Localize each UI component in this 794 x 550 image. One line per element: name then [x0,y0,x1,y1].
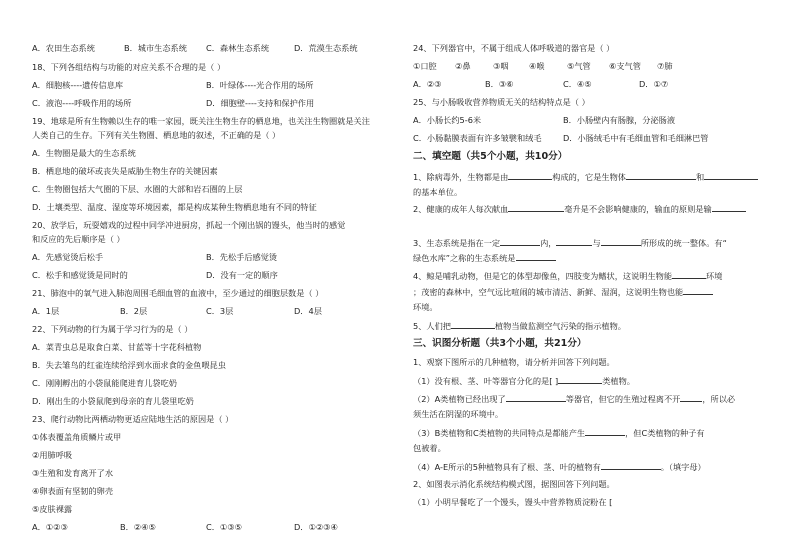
q22-option-c: C．刚刚孵出的小袋鼠能爬进育儿袋吃奶 [32,378,177,388]
q19-option-b: B．栖息地的破坏或丧失是威胁生物生存的关键因素 [32,166,218,176]
blank[interactable] [516,252,556,261]
analysis-q1-stem: 1、观察下图所示的几种植物，请分析并回答下列问题。 [413,357,615,367]
blank[interactable] [672,270,706,279]
q23-item-4: ④卵表面有坚韧的卵壳 [32,486,114,496]
blank[interactable] [585,427,625,436]
fill-q4-line2: ；茂密的森林中，空气远比喧闹的城市清洁、新鲜、湿润，这说明生物也能 [413,286,713,298]
q23-item-2: ②用肺呼吸 [32,450,73,460]
analysis-q1-2-cont: 须生活在阴湿的环境中。 [413,409,504,419]
q24-stem: 24、下列器官中，不属于组成人体呼吸道的器官是（ ） [413,43,615,53]
blank[interactable] [556,237,592,246]
blank[interactable] [508,203,564,212]
q18-stem: 18、下列各组结构与功能的对应关系不合理的是（ ） [32,62,226,72]
analysis-q1-1: （1）没有根、茎、叶等器官分化的是[ ] 类植物。 [413,376,635,386]
section-2-title: 二、填空题（共5个小题，共10分） [413,151,568,162]
blank[interactable] [451,320,495,329]
fill-q5: 5、人们把 植物当做监测空气污染的指示植物。 [413,321,626,331]
q23-item-3: ③生殖和发育离开了水 [32,468,114,478]
q23-stem: 23、爬行动物比两栖动物更适应陆地生活的原因是（ ） [32,414,234,424]
section-3-title: 三、识图分析题（共3个小题，共21分） [413,338,587,349]
fill-q3-line1: 3、生态系统是指在一定 内， 与 所形成的统一整体。有“ [413,238,727,248]
q19-stem-line2: 人类自己的生存。下列有关生物圈、栖息地的叙述，不正确的是（ ） [32,130,281,140]
q23-item-1: ①体表覆盖角质鳞片或甲 [32,432,122,442]
q20-stem-line1: 20、放学后，玩耍嬉戏的过程中同学冲进厨房，抓起一个刚出锅的馒头，他当时的感觉 [32,220,346,230]
blank[interactable] [500,237,540,246]
q22-option-d: D．刚出生的小袋鼠爬到母亲的育儿袋里吃奶 [32,396,194,406]
q20-stem-line2: 和反应的先后顺序是（ ） [32,234,125,244]
fill-q4-line1: 4、鲸是哺乳动物，但是它的体型却像鱼，四肢变为鳍状，这说明生物能 环境 [413,271,723,281]
left-column: A．农田生态系统 B．城市生态系统 C．森林生态系统 D．荒漠生态系统 18、下列各组结构与功能的对应关系不合理的是（ ） A．细胞核----遗传信息库 B．叶绿体----光合作用的场所 C．液泡----呼吸作用的场所 D．细胞壁----支持和保护作用 19、地球是所有生物赖以生存的唯一家园，既关注生物生存的栖息地，也关注生物圈就是关注 人类自己的生存。下列有关生物圈、栖息地的叙述，不正确的是（ ） A．生物圈是最大的生态系统 B．栖息地的破坏或丧失是威胁生物生存的关键因素 C．生物圈包括大气圈的下层、水圈的大部和岩石圈的上层 D．土壤类型、温度、湿度等环境因素，都是构成某种生物栖息地有不同的特征 20、放学后，玩耍嬉戏的过程中同学冲进厨房，抓起一个刚出锅的馒头，他当时的感觉 和反应的先后顺序是（ ） A．先感觉烫后松手 B．先松手后感觉烫 C．松手和感觉烫是同时的 D．没有一定的顺序 21、肺泡中的氧气进入肺泡周围毛细血管的血液中，至少通过的细胞层数是（ ） A．1层 B．2层 C．3层 D．4层 22、下列动物的行为属于学习行为的是（ ） A．菜青虫总是取食白菜、甘蓝等十字花科植物 B．失去雏鸟的红雀连续给浮到水面求食的金鱼喂昆虫 C．刚刚孵出的小袋鼠能爬进育儿袋吃奶 D．刚出生的小袋鼠爬到母亲的育儿袋里吃奶 23、爬行动物比两栖动物更适应陆地生活的原因是（ ） ①体表覆盖角质鳞片或甲 ②用肺呼吸 ③生殖和发育离开了水 ④卵表面有坚韧的卵壳 ⑤皮肤裸露 A．①②③ B．②④⑤ C．①③⑤ D．①②③④ [32,43,370,532]
q23-item-5: ⑤皮肤裸露 [32,504,73,514]
analysis-q1-3-cont: 包被着。 [413,443,446,453]
blank[interactable] [704,171,758,180]
fill-q4-line3: 环境。 [413,302,438,312]
q22-stem: 22、下列动物的行为属于学习行为的是（ ） [32,324,193,334]
blank[interactable] [506,393,566,402]
q21-stem: 21、肺泡中的氧气进入肺泡周围毛细血管的血液中，至少通过的细胞层数是（ ） [32,288,324,298]
blank[interactable] [601,461,661,470]
fill-q1-line2: 的基本单位。 [413,187,463,197]
blank[interactable] [712,203,746,212]
analysis-q1-4: （4）A-E所示的5种植物具有了根、茎、叶的植物有 。（填字母） [413,462,706,472]
q19-stem-line1: 19、地球是所有生物赖以生存的唯一家园，既关注生物生存的栖息地，也关注生物圈就是关注 [32,116,370,126]
fill-q3-line2: 绿色水库”之称的生态系统是 [413,252,556,264]
analysis-q1-2: （2）A类植物已经出现了 等器官，但它的生殖过程离不开 ，所以必 [413,394,736,404]
blank[interactable] [558,375,602,384]
q22-option-a: A．菜青虫总是取食白菜、甘蓝等十字花科植物 [32,342,202,352]
blank[interactable] [683,286,713,295]
q22-option-b: B．失去雏鸟的红雀连续给浮到水面求食的金鱼喂昆虫 [32,360,226,370]
fill-q1-line1: 1、除病毒外，生物都是由 构成的，它是生物体 和 [413,171,758,183]
analysis-q1-3: （3）B类植物和C类植物的共同特点是都能产生 ，但C类植物的种子有 [413,428,705,438]
analysis-q2-stem: 2、如图表示消化系统结构模式图，据图回答下列问题。 [413,479,615,489]
right-column: 24、下列器官中，不属于组成人体呼吸道的器官是（ ） ①口腔 ②鼻 ③咽 ④喉 ⑤气管 ⑥支气管 ⑦肺 A．②③ B．③⑥ C．④⑤ D．①⑦ 25、与小肠吸收营养物质无关的结构特点是（ ） A．小肠长约5-6米 B．小肠壁内有肠腺，分泌肠液 C．小肠黏膜表面有许多皱襞和绒毛 D．小肠绒毛中有毛细血管和毛细淋巴管 二、填空题（共5个小题，共10分） 1、除病毒外，生物都是由 构成的，它是生物体 和 的基本单位。 2、健康的成年人每次献血 毫升是不会影响健康的，输血的原则是输 3、生态系统是指在一定 内， 与 所形成的统一整体。有“ 绿色水库”之称的生态系统是 4、鲸是哺乳动物，但是它的体型却像鱼，四肢变为鳍状，这说明生物能 环境 ；茂密的森林中，空气远比喧闹的城市清洁、新鲜、湿润，这说明生物也能 环境。 5、人们把 植物当做监测空气污染的指示植物。 三、识图分析题（共3个小题，共21分） 1、观察下图所示的几种植物，请分析并回答下列问题。 （1）没有根、茎、叶等器官分化的是[ ] 类植物。 （2）A类植物已经出现了 等器官，但它的生殖过程离不开 ，所以必 须生活在阴湿的环境中。 （3）B类植物和C类植物的共同特点是都能产生 ，但C类植物的种子有 包被着。 （4）A-E所示的5种植物具有了根、茎、叶的植物有 。（填字母） 2、如图表示消化系统结构模式图，据图回答下列问题。 （1）小明早餐吃了一个馒头，馒头中营养物质淀粉在 [ [413,0,788,550]
q19-option-c: C．生物圈包括大气圈的下层、水圈的大部和岩石圈的上层 [32,184,243,194]
blank[interactable] [680,393,702,402]
q19-option-d: D．土壤类型、温度、湿度等环境因素，都是构成某种生物栖息地有不同的特征 [32,202,317,212]
fill-q2: 2、健康的成年人每次献血 毫升是不会影响健康的，输血的原则是输 [413,203,746,215]
blank[interactable] [601,237,641,246]
q19-option-a: A．生物圈是最大的生态系统 [32,148,136,158]
blank[interactable] [508,171,552,180]
blank[interactable] [626,171,696,180]
analysis-q2-1: （1）小明早餐吃了一个馒头，馒头中营养物质淀粉在 [ [413,497,613,507]
q25-stem: 25、与小肠吸收营养物质无关的结构特点是（ ） [413,97,590,107]
